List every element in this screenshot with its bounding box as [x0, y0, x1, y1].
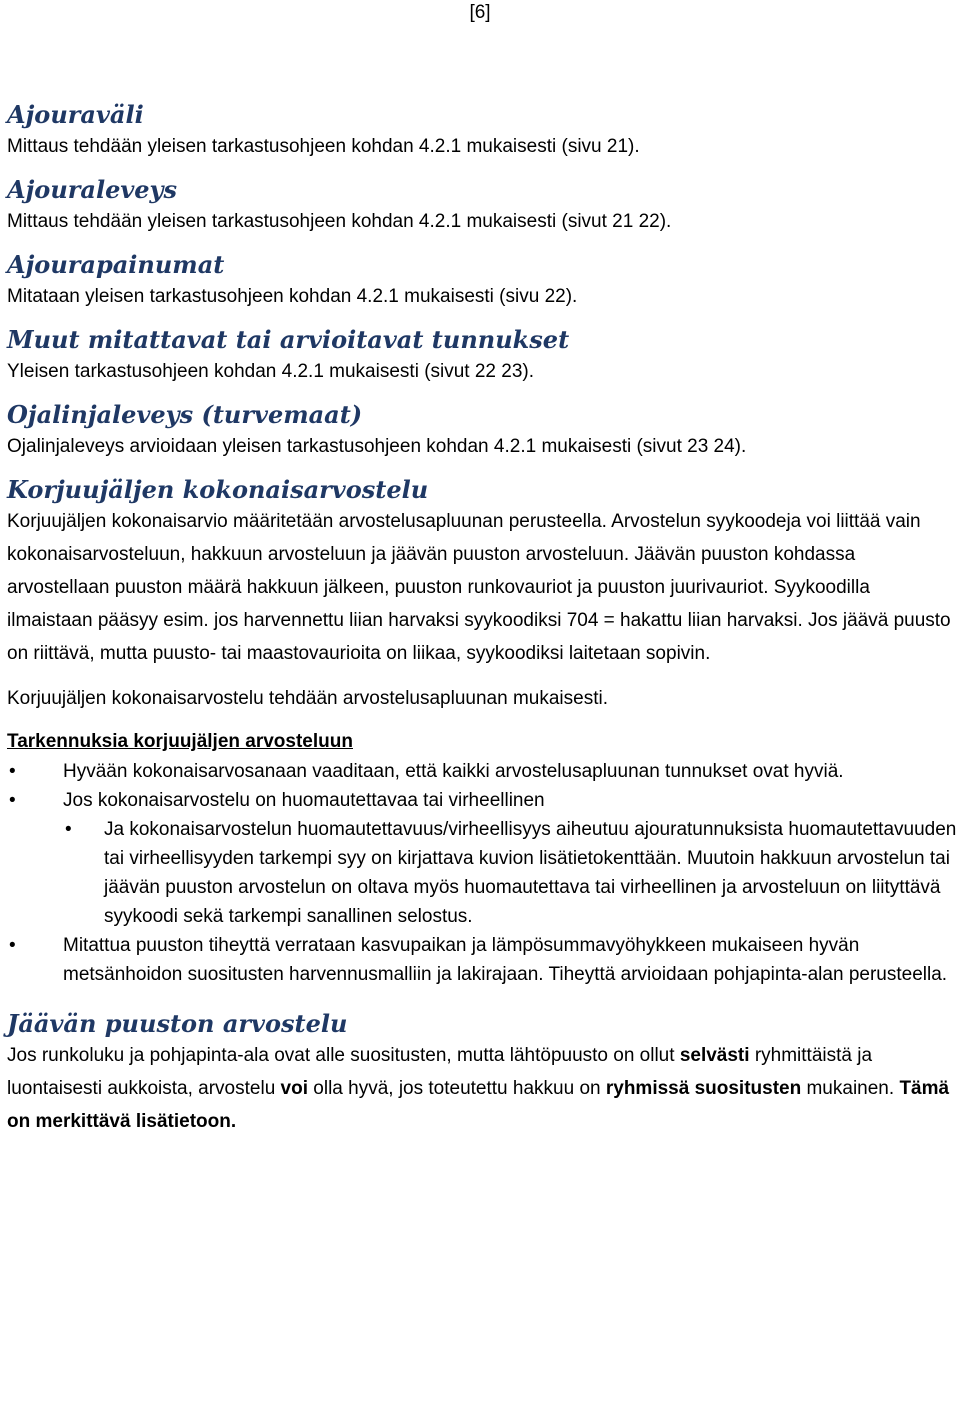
heading-ajouravali: Ajouraväli — [7, 100, 144, 129]
bullet-icon: • — [9, 761, 16, 782]
list-item: • Mitattua puuston tiheyttä verrataan kasvupaikan ja lämpösummavyöhykkeen mukaiseen hyvän metsänhoidon suositusten harvennusmalliin ja lakirajaan. Tiheyttä arvioidaan pohjapinta-alan perusteella. — [7, 931, 957, 989]
text-kokonaisarvostelu-para2: Korjuujäljen kokonaisarvostelu tehdään arvostelusapluunan mukaisesti. — [7, 688, 608, 709]
text-muut-tunnukset: Yleisen tarkastusohjeen kohdan 4.2.1 mukaisesti (sivut 22 23). — [7, 361, 535, 382]
text-ajouraleveys: Mittaus tehdään yleisen tarkastusohjeen kohdan 4.2.1 mukaisesti (sivut 21 22). — [7, 211, 672, 232]
bullet-icon: • — [65, 819, 72, 840]
heading-jaavan-puuston-arvostelu: Jäävän puuston arvostelu — [7, 1009, 348, 1038]
heading-ajouraleveys: Ajouraleveys — [7, 175, 178, 204]
text-kokonaisarvostelu-para1: Korjuujäljen kokonaisarvio määritetään arvostelusapluunan perusteella. Arvostelun syykoodeja voi liittää vain kokonaisarvosteluun, hakkuun arvosteluun ja jäävän puuston arvosteluun. Jäävän puuston kohdassa arvostellaan puuston määrä hakkuun jälkeen, puuston runkovauriot ja puuston juurivauriot. Syykoodilla ilmaistaan pääsyy esim. jos harvennettu liian harvaksi syykoodiksi 704 = hakattu liian harvaksi. Jos jäävä puusto on riittävä, mutta puusto- tai maastovaurioita on liikaa, syykoodiksi laitetaan sopivin. — [7, 511, 951, 664]
heading-kokonaisarvostelu: Korjuujäljen kokonaisarvostelu — [7, 475, 429, 504]
text-ajouravali: Mittaus tehdään yleisen tarkastusohjeen kohdan 4.2.1 mukaisesti (sivu 21). — [7, 136, 640, 157]
sub-bullet-list — [63, 815, 957, 931]
list-item: • Hyvään kokonaisarvosanaan vaaditaan, että kaikki arvostelusapluunan tunnukset ovat hyviä. — [7, 757, 957, 786]
heading-ojalinjaleveys: Ojalinjaleveys (turvemaat) — [7, 400, 363, 429]
bullet-icon: • — [9, 935, 16, 956]
subheading-tarkennuksia: Tarkennuksia korjuujäljen arvosteluun — [7, 731, 353, 752]
bullet-icon: • — [9, 790, 16, 811]
heading-ajourapainumat: Ajourapainumat — [7, 250, 225, 279]
text-ojalinjaleveys: Ojalinjaleveys arvioidaan yleisen tarkastusohjeen kohdan 4.2.1 mukaisesti (sivut 23 24). — [7, 436, 747, 457]
document-body — [7, 100, 957, 1138]
list-item: • Ja kokonaisarvostelun huomautettavuus/virheellisyys aiheutuu ajouratunnuksista huomautettavuuden tai virheellisyyden tarkempi syy on kirjattava kuvion lisätietokenttään. Muutoin hakkuun arvostelun tai jäävän puuston arvostelun on oltava myös huomautettava tai virheellinen ja arvosteluun on liityttävä syykoodi sekä tarkempi sanallinen selostus. — [63, 815, 957, 931]
page-number: [6] — [469, 2, 491, 23]
heading-muut-tunnukset: Muut mitattavat tai arvioitavat tunnukset — [7, 325, 570, 354]
text-ajourapainumat: Mitataan yleisen tarkastusohjeen kohdan 4.2.1 mukaisesti (sivu 22). — [7, 286, 578, 307]
list-item: • Jos kokonaisarvostelu on huomautettavaa tai virheellinen • Ja kokonaisarvostelun huomautettavuus/virheellisyys aiheutuu ajouratunnuksista huomautettavuuden tai virheellisyyden tarkempi syy on kirjattava kuvion lisätietokenttään. Muutoin hakkuun arvostelun tai jäävän puuston arvostelun on oltava myös huomautettava tai virheellinen ja arvosteluun on liityttävä syykoodi sekä tarkempi sanallinen selostus. — [7, 786, 957, 931]
text-jaavan-puuston-arvostelu: Jos runkoluku ja pohjapinta-ala ovat alle suositusten, mutta lähtöpuusto on ollut selvästi ryhmittäistä ja luontaisesti aukkoista, arvostelu voi olla hyvä, jos toteutettu hakkuu on ryhmissä suositusten mukainen. Tämä on merkittävä lisätietoon. — [7, 1045, 950, 1132]
bullet-list — [7, 757, 957, 989]
